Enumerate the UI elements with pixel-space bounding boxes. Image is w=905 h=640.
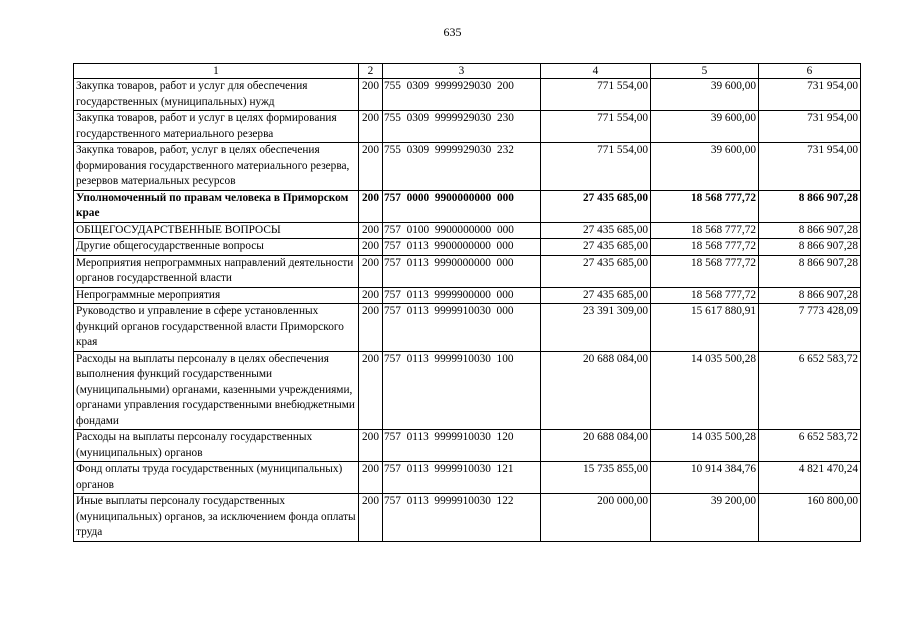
page-number: 635 — [443, 25, 462, 39]
row-col2-cell: 200 — [359, 239, 383, 256]
table-row — [74, 304, 861, 352]
header-col-1: 1 — [74, 64, 359, 79]
row-code-cell: 757 0113 9999910030 121 — [383, 462, 541, 494]
row-code-cell: 757 0113 9999910030 120 — [383, 430, 541, 462]
row-name-cell: Расходы на выплаты персоналу государственных (муниципальных) органов — [74, 430, 359, 462]
row-col6-cell: 8 866 907,28 — [759, 190, 861, 222]
budget-table — [73, 63, 861, 542]
row-col5-cell: 39 600,00 — [651, 111, 759, 143]
row-col2-cell: 200 — [359, 222, 383, 239]
row-name-cell: ОБЩЕГОСУДАРСТВЕННЫЕ ВОПРОСЫ — [74, 222, 359, 239]
row-col5-cell: 15 617 880,91 — [651, 304, 759, 352]
row-col4-cell: 15 735 855,00 — [541, 462, 651, 494]
header-col-5: 5 — [651, 64, 759, 79]
row-code-cell: 757 0113 9999910030 100 — [383, 351, 541, 430]
row-col2-cell: 200 — [359, 462, 383, 494]
row-col2-cell: 200 — [359, 287, 383, 304]
table-row — [74, 239, 861, 256]
row-col4-cell: 200 000,00 — [541, 494, 651, 542]
table-row — [74, 79, 861, 111]
row-col6-cell: 160 800,00 — [759, 494, 861, 542]
row-name-cell: Уполномоченный по правам человека в Приморском крае — [74, 190, 359, 222]
row-col6-cell: 8 866 907,28 — [759, 255, 861, 287]
header-col-6: 6 — [759, 64, 861, 79]
row-col6-cell: 731 954,00 — [759, 79, 861, 111]
row-col4-cell: 771 554,00 — [541, 143, 651, 191]
row-col5-cell: 39 600,00 — [651, 143, 759, 191]
row-code-cell: 757 0113 9900000000 000 — [383, 239, 541, 256]
row-col2-cell: 200 — [359, 255, 383, 287]
table-row — [74, 287, 861, 304]
table-row — [74, 494, 861, 542]
row-code-cell: 757 0000 9900000000 000 — [383, 190, 541, 222]
row-name-cell: Мероприятия непрограммных направлений деятельности органов государственной власти — [74, 255, 359, 287]
row-col2-cell: 200 — [359, 351, 383, 430]
row-col5-cell: 14 035 500,28 — [651, 351, 759, 430]
row-name-cell: Непрограммные мероприятия — [74, 287, 359, 304]
row-col5-cell: 14 035 500,28 — [651, 430, 759, 462]
row-col4-cell: 771 554,00 — [541, 79, 651, 111]
row-col2-cell: 200 — [359, 430, 383, 462]
table-row — [74, 351, 861, 430]
header-col-2: 2 — [359, 64, 383, 79]
table-row — [74, 462, 861, 494]
row-col5-cell: 18 568 777,72 — [651, 222, 759, 239]
row-code-cell: 755 0309 9999929030 200 — [383, 79, 541, 111]
row-col2-cell: 200 — [359, 79, 383, 111]
row-col5-cell: 39 200,00 — [651, 494, 759, 542]
row-col6-cell: 731 954,00 — [759, 143, 861, 191]
row-col5-cell: 18 568 777,72 — [651, 255, 759, 287]
row-col5-cell: 18 568 777,72 — [651, 239, 759, 256]
row-name-cell: Фонд оплаты труда государственных (муниципальных) органов — [74, 462, 359, 494]
row-col2-cell: 200 — [359, 304, 383, 352]
row-name-cell: Закупка товаров, работ, услуг в целях обеспечения формирования государственного материального резерва, резервов материальных ресурсов — [74, 143, 359, 191]
header-col-4: 4 — [541, 64, 651, 79]
row-col2-cell: 200 — [359, 190, 383, 222]
row-name-cell: Закупка товаров, работ и услуг для обеспечения государственных (муниципальных) нужд — [74, 79, 359, 111]
table-row — [74, 111, 861, 143]
row-col2-cell: 200 — [359, 143, 383, 191]
row-col6-cell: 8 866 907,28 — [759, 222, 861, 239]
row-col4-cell: 20 688 084,00 — [541, 351, 651, 430]
row-col6-cell: 8 866 907,28 — [759, 287, 861, 304]
row-code-cell: 757 0113 9990000000 000 — [383, 255, 541, 287]
table-row — [74, 255, 861, 287]
row-code-cell: 755 0309 9999929030 232 — [383, 143, 541, 191]
table-row — [74, 222, 861, 239]
row-name-cell: Другие общегосударственные вопросы — [74, 239, 359, 256]
row-name-cell: Руководство и управление в сфере установленных функций органов государственной власти Приморского края — [74, 304, 359, 352]
header-col-3: 3 — [383, 64, 541, 79]
row-col5-cell: 18 568 777,72 — [651, 190, 759, 222]
row-col6-cell: 8 866 907,28 — [759, 239, 861, 256]
row-col4-cell: 27 435 685,00 — [541, 255, 651, 287]
row-col6-cell: 6 652 583,72 — [759, 430, 861, 462]
row-col4-cell: 20 688 084,00 — [541, 430, 651, 462]
row-col6-cell: 7 773 428,09 — [759, 304, 861, 352]
table-row — [74, 190, 861, 222]
row-code-cell: 757 0113 9999910030 000 — [383, 304, 541, 352]
header-row — [74, 64, 861, 79]
row-col5-cell: 18 568 777,72 — [651, 287, 759, 304]
row-name-cell: Закупка товаров, работ и услуг в целях формирования государственного материального резерва — [74, 111, 359, 143]
row-name-cell: Иные выплаты персоналу государственных (муниципальных) органов, за исключением фонда оплаты труда — [74, 494, 359, 542]
row-code-cell: 757 0113 9999910030 122 — [383, 494, 541, 542]
row-code-cell: 757 0113 9999900000 000 — [383, 287, 541, 304]
row-col2-cell: 200 — [359, 111, 383, 143]
row-col6-cell: 4 821 470,24 — [759, 462, 861, 494]
row-col2-cell: 200 — [359, 494, 383, 542]
row-code-cell: 757 0100 9900000000 000 — [383, 222, 541, 239]
row-name-cell: Расходы на выплаты персоналу в целях обеспечения выполнения функций государственными (муниципальными) органами, казенными учреждениями, органами управления государственными внебюджетными фондами — [74, 351, 359, 430]
row-code-cell: 755 0309 9999929030 230 — [383, 111, 541, 143]
row-col4-cell: 27 435 685,00 — [541, 287, 651, 304]
row-col6-cell: 6 652 583,72 — [759, 351, 861, 430]
row-col4-cell: 23 391 309,00 — [541, 304, 651, 352]
table-row — [74, 430, 861, 462]
row-col4-cell: 27 435 685,00 — [541, 190, 651, 222]
row-col4-cell: 27 435 685,00 — [541, 239, 651, 256]
row-col5-cell: 10 914 384,76 — [651, 462, 759, 494]
row-col5-cell: 39 600,00 — [651, 79, 759, 111]
row-col4-cell: 27 435 685,00 — [541, 222, 651, 239]
table-row — [74, 143, 861, 191]
row-col6-cell: 731 954,00 — [759, 111, 861, 143]
row-col4-cell: 771 554,00 — [541, 111, 651, 143]
